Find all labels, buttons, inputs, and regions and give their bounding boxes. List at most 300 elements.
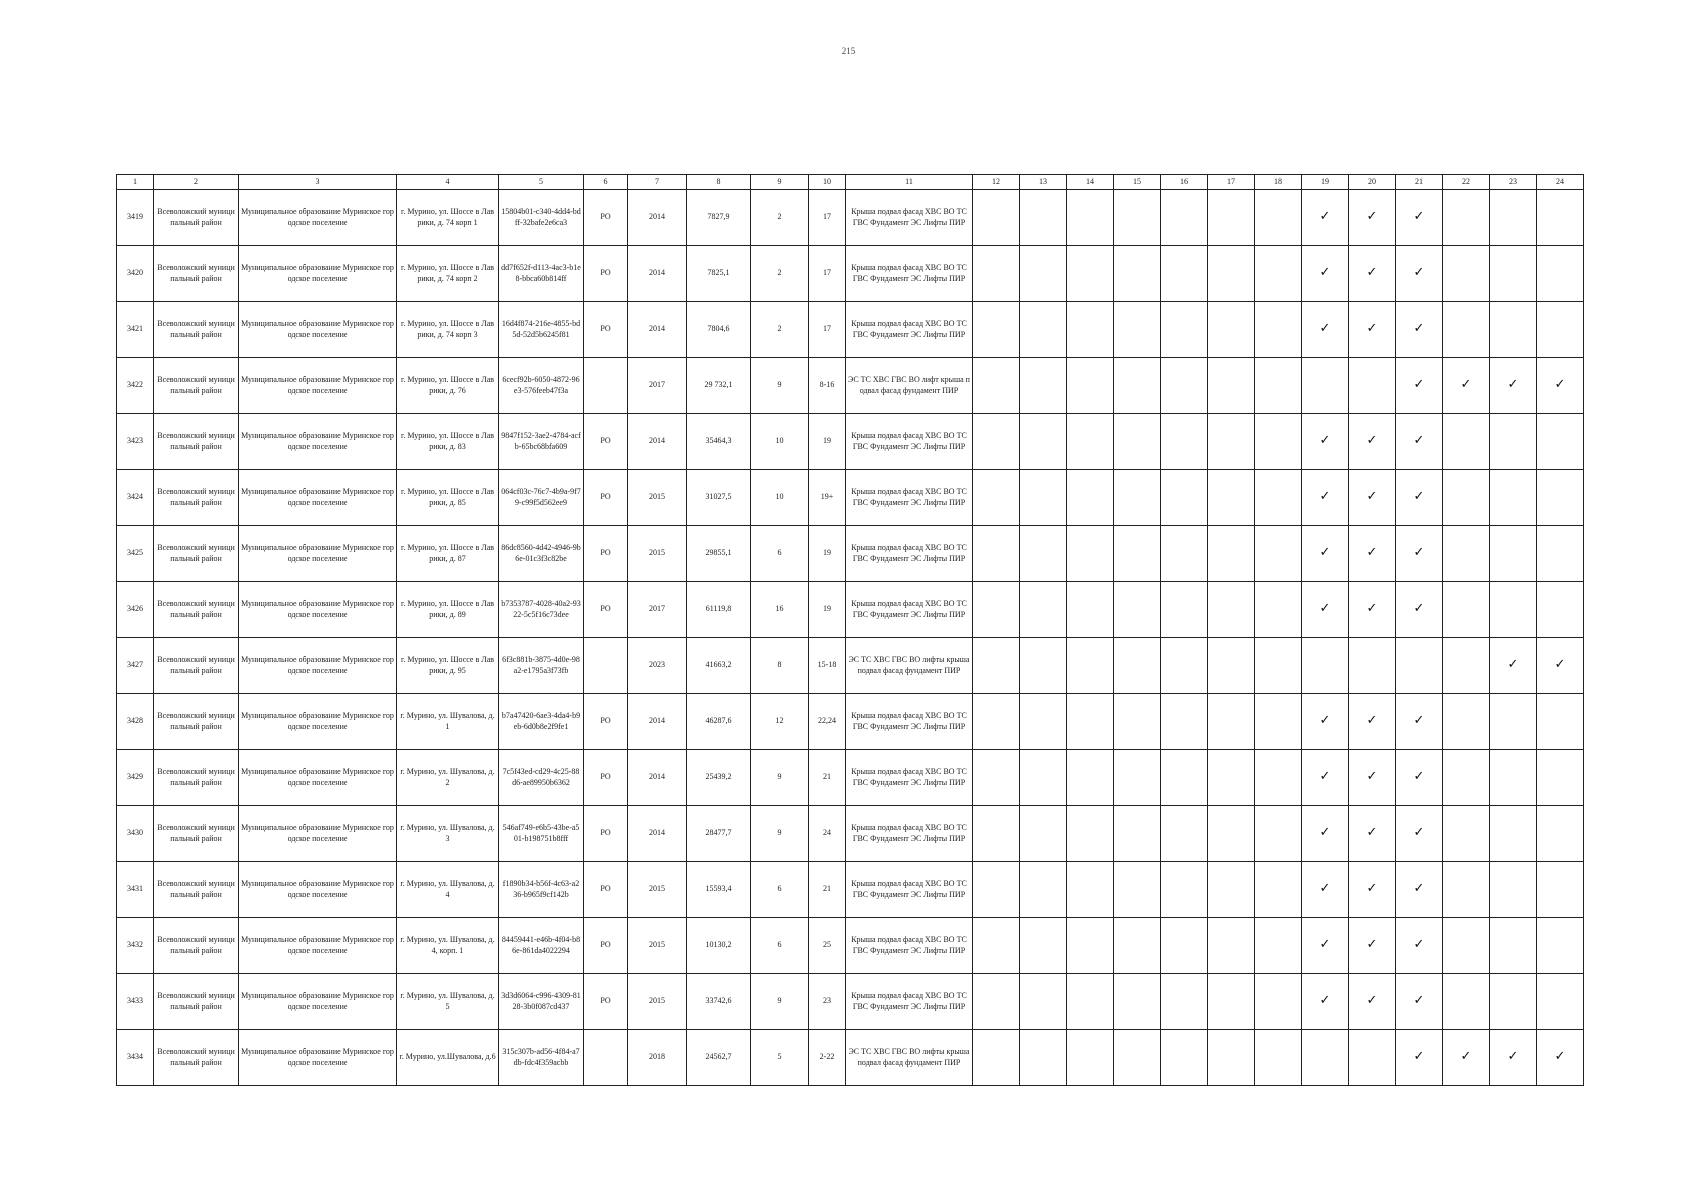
period-cell-12 [973,1030,1020,1086]
floors-cell: 25 [809,918,846,974]
fund-form-cell: РО [584,918,628,974]
column-number: 2 [154,175,239,190]
period-cell-16 [1161,638,1208,694]
entrances-cell: 10 [751,414,809,470]
period-cell-18 [1255,918,1302,974]
entrances-cell: 9 [751,750,809,806]
area-cell: 29855,1 [687,526,751,582]
fund-form-cell: РО [584,470,628,526]
period-cell-17 [1208,582,1255,638]
check-icon: ✓ [1366,993,1378,1009]
area-cell: 24562,7 [687,1030,751,1086]
check-icon: ✓ [1460,1049,1472,1065]
works-cell: ЭС ТС ХВС ГВС ВО лифт крыша подвал фасад фундамент ПИР [846,358,973,414]
district-cell: Всеволожский муниципальный район [154,414,239,470]
period-cell-12 [973,582,1020,638]
period-cell-16 [1161,582,1208,638]
row-number: 3434 [117,1030,154,1086]
period-cell-14 [1067,694,1114,750]
period-cell-14 [1067,358,1114,414]
works-cell: Крыша подвал фасад ХВС ВО ТС ГВС Фундамент ЭС Лифты ПИР [846,190,973,246]
address-cell: г. Мурино, ул. Шувалова, д.1 [397,694,499,750]
address-cell: г. Мурино, ул. Шувалова, д.4, корп. 1 [397,918,499,974]
floors-cell: 24 [809,806,846,862]
period-cell-22 [1443,974,1490,1030]
column-number: 14 [1067,175,1114,190]
period-cell-24 [1537,470,1584,526]
check-icon: ✓ [1413,937,1425,953]
floors-cell: 21 [809,750,846,806]
check-icon: ✓ [1507,377,1519,393]
period-cell-18 [1255,302,1302,358]
address-cell: г. Мурино, ул. Шоссе в Лаврики, д. 83 [397,414,499,470]
period-cell-24 [1537,358,1584,414]
address-cell: г. Мурино, ул.Шувалова, д.6 [397,1030,499,1086]
check-icon: ✓ [1319,769,1331,785]
period-cell-16 [1161,358,1208,414]
address-cell: г. Мурино, ул. Шоссе в Лаврики, д. 85 [397,470,499,526]
column-number: 4 [397,175,499,190]
period-cell-20 [1349,414,1396,470]
floors-cell: 19 [809,526,846,582]
fund-form-cell: РО [584,414,628,470]
period-cell-20 [1349,694,1396,750]
period-cell-13 [1020,246,1067,302]
floors-cell: 17 [809,246,846,302]
period-cell-13 [1020,806,1067,862]
area-cell: 7804,6 [687,302,751,358]
table-row [117,414,1584,470]
fund-form-cell: РО [584,526,628,582]
period-cell-16 [1161,246,1208,302]
check-icon: ✓ [1413,433,1425,449]
period-cell-19 [1302,526,1349,582]
period-cell-23 [1490,470,1537,526]
period-cell-13 [1020,582,1067,638]
works-cell: Крыша подвал фасад ХВС ВО ТС ГВС Фундамент ЭС Лифты ПИР [846,582,973,638]
data-table [116,174,1584,1086]
entrances-cell: 5 [751,1030,809,1086]
house-id-cell: 6cecf92b-6050-4872-96e3-576feeb47f3a [499,358,584,414]
floors-cell: 19 [809,414,846,470]
period-cell-14 [1067,918,1114,974]
period-cell-22 [1443,246,1490,302]
period-cell-14 [1067,638,1114,694]
address-cell: г. Мурино, ул. Шувалова, д.3 [397,806,499,862]
area-cell: 41663,2 [687,638,751,694]
row-number: 3420 [117,246,154,302]
period-cell-19 [1302,582,1349,638]
period-cell-24 [1537,246,1584,302]
district-cell: Всеволожский муниципальный район [154,918,239,974]
table-row [117,750,1584,806]
fund-form-cell [584,358,628,414]
area-cell: 61119,8 [687,582,751,638]
period-cell-17 [1208,918,1255,974]
fund-form-cell: РО [584,582,628,638]
fund-form-cell: РО [584,862,628,918]
check-icon: ✓ [1413,489,1425,505]
period-cell-21 [1396,694,1443,750]
address-cell: г. Мурино, ул. Шоссе в Лаврики, д. 87 [397,526,499,582]
period-cell-18 [1255,974,1302,1030]
table-row [117,638,1584,694]
period-cell-12 [973,302,1020,358]
period-cell-21 [1396,582,1443,638]
period-cell-16 [1161,470,1208,526]
period-cell-15 [1114,470,1161,526]
period-cell-17 [1208,862,1255,918]
district-cell: Всеволожский муниципальный район [154,750,239,806]
period-cell-13 [1020,974,1067,1030]
check-icon: ✓ [1413,713,1425,729]
district-cell: Всеволожский муниципальный район [154,470,239,526]
year-cell: 2014 [628,246,687,302]
year-cell: 2015 [628,526,687,582]
period-cell-23 [1490,694,1537,750]
area-cell: 46287,6 [687,694,751,750]
period-cell-22 [1443,638,1490,694]
row-number: 3419 [117,190,154,246]
period-cell-14 [1067,470,1114,526]
period-cell-16 [1161,694,1208,750]
period-cell-18 [1255,470,1302,526]
period-cell-23 [1490,750,1537,806]
house-id-cell: 15804b01-c340-4dd4-bdff-32bafe2e6ca3 [499,190,584,246]
check-icon: ✓ [1366,713,1378,729]
period-cell-20 [1349,638,1396,694]
municipality-cell: Муниципальное образование Муринское городское поселение [239,302,397,358]
period-cell-18 [1255,750,1302,806]
period-cell-21 [1396,974,1443,1030]
year-cell: 2014 [628,806,687,862]
check-icon: ✓ [1554,1049,1566,1065]
municipality-cell: Муниципальное образование Муринское городское поселение [239,190,397,246]
period-cell-23 [1490,582,1537,638]
fund-form-cell: РО [584,190,628,246]
address-cell: г. Мурино, ул. Шоссе в Лаврики, д. 95 [397,638,499,694]
period-cell-14 [1067,414,1114,470]
check-icon: ✓ [1507,657,1519,673]
district-cell: Всеволожский муниципальный район [154,302,239,358]
district-cell: Всеволожский муниципальный район [154,526,239,582]
period-cell-16 [1161,806,1208,862]
period-cell-14 [1067,750,1114,806]
period-cell-15 [1114,974,1161,1030]
period-cell-22 [1443,582,1490,638]
district-cell: Всеволожский муниципальный район [154,582,239,638]
row-number: 3425 [117,526,154,582]
period-cell-12 [973,806,1020,862]
floors-cell: 23 [809,974,846,1030]
period-cell-19 [1302,358,1349,414]
year-cell: 2014 [628,302,687,358]
floors-cell: 17 [809,190,846,246]
period-cell-24 [1537,694,1584,750]
table-row [117,470,1584,526]
period-cell-23 [1490,974,1537,1030]
column-number: 17 [1208,175,1255,190]
period-cell-12 [973,918,1020,974]
house-id-cell: f1890b34-b56f-4c63-a236-b965f9cf142b [499,862,584,918]
works-cell: Крыша подвал фасад ХВС ВО ТС ГВС Фундамент ЭС Лифты ПИР [846,470,973,526]
period-cell-24 [1537,302,1584,358]
floors-cell: 19 [809,582,846,638]
check-icon: ✓ [1319,265,1331,281]
period-cell-18 [1255,246,1302,302]
period-cell-14 [1067,526,1114,582]
check-icon: ✓ [1366,433,1378,449]
check-icon: ✓ [1319,545,1331,561]
year-cell: 2023 [628,638,687,694]
period-cell-21 [1396,638,1443,694]
house-id-cell: 84459441-e46b-4f04-b86e-861da4022294 [499,918,584,974]
period-cell-13 [1020,694,1067,750]
table-row [117,974,1584,1030]
period-cell-17 [1208,470,1255,526]
period-cell-24 [1537,750,1584,806]
check-icon: ✓ [1366,545,1378,561]
period-cell-24 [1537,414,1584,470]
house-id-cell: 064cf03c-76c7-4b9a-9f79-c99f5d562ee9 [499,470,584,526]
address-cell: г. Мурино, ул. Шувалова, д.2 [397,750,499,806]
house-id-cell: b7353787-4028-40a2-9322-5c5f16c73dee [499,582,584,638]
year-cell: 2015 [628,918,687,974]
period-cell-19 [1302,694,1349,750]
area-cell: 33742,6 [687,974,751,1030]
column-number: 6 [584,175,628,190]
period-cell-16 [1161,414,1208,470]
entrances-cell: 6 [751,526,809,582]
check-icon: ✓ [1366,601,1378,617]
check-icon: ✓ [1366,825,1378,841]
period-cell-13 [1020,302,1067,358]
period-cell-17 [1208,974,1255,1030]
works-cell: Крыша подвал фасад ХВС ВО ТС ГВС Фундамент ЭС Лифты ПИР [846,862,973,918]
fund-form-cell: РО [584,750,628,806]
period-cell-18 [1255,526,1302,582]
entrances-cell: 2 [751,246,809,302]
period-cell-24 [1537,862,1584,918]
works-cell: ЭС ТС ХВС ГВС ВО лифты крыша подвал фасад фундамент ПИР [846,1030,973,1086]
period-cell-20 [1349,1030,1396,1086]
check-icon: ✓ [1507,1049,1519,1065]
period-cell-20 [1349,246,1396,302]
check-icon: ✓ [1319,209,1331,225]
municipality-cell: Муниципальное образование Муринское городское поселение [239,470,397,526]
period-cell-21 [1396,358,1443,414]
period-cell-23 [1490,806,1537,862]
column-number: 10 [809,175,846,190]
entrances-cell: 2 [751,302,809,358]
period-cell-22 [1443,862,1490,918]
period-cell-12 [973,526,1020,582]
period-cell-16 [1161,526,1208,582]
period-cell-24 [1537,918,1584,974]
period-cell-21 [1396,862,1443,918]
area-cell: 7827,9 [687,190,751,246]
period-cell-17 [1208,806,1255,862]
house-id-cell: dd7f652f-d113-4ac3-b1e8-bbca60b814ff [499,246,584,302]
period-cell-20 [1349,358,1396,414]
period-cell-14 [1067,302,1114,358]
district-cell: Всеволожский муниципальный район [154,974,239,1030]
period-cell-15 [1114,918,1161,974]
row-number: 3432 [117,918,154,974]
works-cell: Крыша подвал фасад ХВС ВО ТС ГВС Фундамент ЭС Лифты ПИР [846,302,973,358]
check-icon: ✓ [1319,993,1331,1009]
period-cell-16 [1161,1030,1208,1086]
check-icon: ✓ [1319,601,1331,617]
period-cell-23 [1490,246,1537,302]
fund-form-cell: РО [584,694,628,750]
period-cell-16 [1161,750,1208,806]
works-cell: Крыша подвал фасад ХВС ВО ТС ГВС Фундамент ЭС Лифты ПИР [846,246,973,302]
period-cell-17 [1208,302,1255,358]
area-cell: 25439,2 [687,750,751,806]
check-icon: ✓ [1319,489,1331,505]
period-cell-12 [973,246,1020,302]
house-id-cell: 86dc8560-4d42-4946-9b6e-01c3f3c82be [499,526,584,582]
period-cell-17 [1208,750,1255,806]
house-id-cell: 16d4f874-216e-4855-bd5d-52d5b6245f81 [499,302,584,358]
check-icon: ✓ [1554,377,1566,393]
period-cell-16 [1161,862,1208,918]
area-cell: 31027,5 [687,470,751,526]
column-number: 24 [1537,175,1584,190]
period-cell-12 [973,974,1020,1030]
check-icon: ✓ [1554,657,1566,673]
address-cell: г. Мурино, ул. Шоссе в Лаврики, д. 76 [397,358,499,414]
check-icon: ✓ [1366,209,1378,225]
period-cell-20 [1349,470,1396,526]
period-cell-18 [1255,414,1302,470]
works-cell: Крыша подвал фасад ХВС ВО ТС ГВС Фундамент ЭС Лифты ПИР [846,750,973,806]
column-number: 5 [499,175,584,190]
fund-form-cell: РО [584,974,628,1030]
period-cell-13 [1020,358,1067,414]
check-icon: ✓ [1413,265,1425,281]
check-icon: ✓ [1413,209,1425,225]
period-cell-18 [1255,862,1302,918]
period-cell-21 [1396,1030,1443,1086]
address-cell: г. Мурино, ул. Шоссе в Лаврики, д. 74 корп 3 [397,302,499,358]
year-cell: 2014 [628,750,687,806]
period-cell-19 [1302,974,1349,1030]
check-icon: ✓ [1366,265,1378,281]
column-number: 16 [1161,175,1208,190]
entrances-cell: 6 [751,862,809,918]
table-row [117,862,1584,918]
floors-cell: 22,24 [809,694,846,750]
period-cell-18 [1255,358,1302,414]
works-cell: Крыша подвал фасад ХВС ВО ТС ГВС Фундамент ЭС Лифты ПИР [846,526,973,582]
period-cell-19 [1302,806,1349,862]
column-number: 8 [687,175,751,190]
period-cell-23 [1490,358,1537,414]
check-icon: ✓ [1319,433,1331,449]
period-cell-22 [1443,414,1490,470]
period-cell-20 [1349,806,1396,862]
period-cell-22 [1443,918,1490,974]
period-cell-22 [1443,750,1490,806]
year-cell: 2014 [628,190,687,246]
period-cell-17 [1208,358,1255,414]
period-cell-19 [1302,470,1349,526]
house-id-cell: 546af749-e6b5-43be-a501-b198751b8fff [499,806,584,862]
column-number: 12 [973,175,1020,190]
table-row [117,358,1584,414]
period-cell-18 [1255,1030,1302,1086]
period-cell-16 [1161,302,1208,358]
municipality-cell: Муниципальное образование Муринское городское поселение [239,414,397,470]
area-cell: 7825,1 [687,246,751,302]
period-cell-16 [1161,190,1208,246]
period-cell-14 [1067,1030,1114,1086]
column-number: 15 [1114,175,1161,190]
table-row [117,806,1584,862]
period-cell-24 [1537,806,1584,862]
period-cell-14 [1067,806,1114,862]
period-cell-20 [1349,918,1396,974]
check-icon: ✓ [1413,769,1425,785]
row-number: 3426 [117,582,154,638]
row-number: 3428 [117,694,154,750]
house-id-cell: 315c307b-ad56-4f84-a7db-fdc4f359acbb [499,1030,584,1086]
period-cell-20 [1349,750,1396,806]
period-cell-17 [1208,190,1255,246]
period-cell-16 [1161,918,1208,974]
period-cell-24 [1537,582,1584,638]
row-number: 3429 [117,750,154,806]
check-icon: ✓ [1413,377,1425,393]
works-cell: Крыша подвал фасад ХВС ВО ТС ГВС Фундамент ЭС Лифты ПИР [846,806,973,862]
municipality-cell: Муниципальное образование Муринское городское поселение [239,806,397,862]
period-cell-24 [1537,1030,1584,1086]
period-cell-19 [1302,750,1349,806]
floors-cell: 21 [809,862,846,918]
table-row [117,582,1584,638]
check-icon: ✓ [1366,937,1378,953]
period-cell-21 [1396,246,1443,302]
year-cell: 2014 [628,694,687,750]
period-cell-23 [1490,526,1537,582]
period-cell-16 [1161,974,1208,1030]
period-cell-24 [1537,190,1584,246]
period-cell-15 [1114,190,1161,246]
check-icon: ✓ [1366,769,1378,785]
period-cell-22 [1443,806,1490,862]
period-cell-15 [1114,1030,1161,1086]
year-cell: 2015 [628,862,687,918]
row-number: 3422 [117,358,154,414]
column-number: 11 [846,175,973,190]
period-cell-13 [1020,1030,1067,1086]
row-number: 3427 [117,638,154,694]
period-cell-18 [1255,638,1302,694]
period-cell-15 [1114,694,1161,750]
house-id-cell: 7c5f43ed-cd29-4c25-88d6-ae89950b6362 [499,750,584,806]
check-icon: ✓ [1319,937,1331,953]
works-cell: Крыша подвал фасад ХВС ВО ТС ГВС Фундамент ЭС Лифты ПИР [846,414,973,470]
period-cell-14 [1067,582,1114,638]
entrances-cell: 9 [751,358,809,414]
municipality-cell: Муниципальное образование Муринское городское поселение [239,246,397,302]
floors-cell: 15-18 [809,638,846,694]
period-cell-19 [1302,638,1349,694]
period-cell-23 [1490,638,1537,694]
period-cell-18 [1255,806,1302,862]
